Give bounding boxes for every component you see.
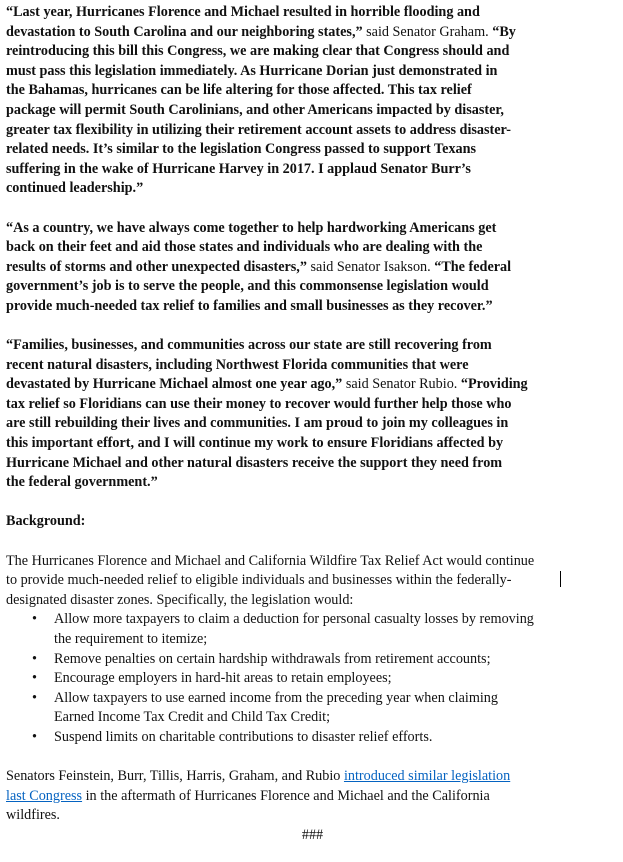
text-line bbox=[6, 336, 619, 356]
provisions-list bbox=[6, 610, 619, 747]
text-cursor bbox=[560, 571, 561, 587]
legislation-link[interactable]: introduced similar legislation bbox=[343, 768, 511, 785]
list-item-line bbox=[6, 610, 619, 630]
text-run: provide much-needed tax relief to families and small businesses as they recover.” bbox=[6, 297, 493, 314]
text-line bbox=[6, 42, 619, 62]
list-item-line bbox=[6, 630, 619, 650]
text-line bbox=[6, 81, 619, 101]
text-run: “The federal bbox=[434, 258, 512, 275]
text-line bbox=[6, 62, 619, 82]
text-run: Senators Feinstein, Burr, Tillis, Harris, Graham, and Rubio bbox=[6, 768, 344, 785]
list-item-text: the requirement to itemize; bbox=[54, 631, 208, 647]
text-run: package will permit South Carolinians, and other Americans impacted by disaster, bbox=[6, 101, 504, 118]
text-run: said Senator Isakson. bbox=[306, 258, 435, 275]
list-item-line bbox=[6, 708, 619, 728]
list-item bbox=[6, 669, 619, 689]
text-run: government’s job is to serve the people, and this commonsense legislation would bbox=[6, 278, 489, 295]
list-item-line bbox=[6, 669, 619, 689]
text-run: greater tax flexibility in utilizing their retirement account assets to address disaster- bbox=[6, 121, 512, 138]
list-item-text: Suspend limits on charitable contributions to disaster relief efforts. bbox=[54, 728, 433, 745]
bullet-icon: • bbox=[32, 689, 37, 706]
text-run: “As a country, we have always come together to help hardworking Americans get bbox=[6, 219, 497, 236]
bullet-icon: • bbox=[32, 611, 37, 628]
legislation-link[interactable]: last Congress bbox=[6, 787, 83, 804]
text-run: The Hurricanes Florence and Michael and California Wildfire Tax Relief Act would continue bbox=[6, 552, 535, 569]
list-item bbox=[6, 689, 619, 728]
text-line bbox=[6, 219, 619, 239]
text-run: to provide much-needed relief to eligible individuals and businesses within the federally- bbox=[6, 572, 512, 589]
text-run: wildfires. bbox=[6, 807, 60, 824]
background-heading bbox=[6, 512, 619, 532]
text-run: this important effort, and I will continue my work to ensure Floridians affected by bbox=[6, 435, 504, 452]
text-line bbox=[6, 23, 619, 43]
text-run: “Providing bbox=[460, 376, 528, 393]
text-line bbox=[6, 140, 619, 160]
text-line bbox=[6, 767, 619, 787]
list-item-line bbox=[6, 689, 619, 709]
list-item-text: Allow more taxpayers to claim a deduction for personal casualty losses by removing bbox=[54, 611, 534, 628]
text-run: tax relief so Floridians can use their money to recover would further help those who bbox=[6, 395, 512, 412]
text-line bbox=[6, 454, 619, 474]
text-run: continued leadership.” bbox=[6, 180, 144, 197]
text-run: the federal government.” bbox=[6, 474, 158, 491]
isakson-quote bbox=[6, 219, 619, 317]
text-line bbox=[6, 806, 619, 826]
text-run: back on their feet and aid those states and individuals who are dealing with the bbox=[6, 239, 483, 256]
bullet-icon: • bbox=[32, 650, 37, 667]
blank-line bbox=[6, 493, 619, 513]
text-line bbox=[6, 258, 619, 278]
text-line bbox=[6, 160, 619, 180]
text-line bbox=[6, 121, 619, 141]
text-line bbox=[6, 571, 619, 591]
text-run: designated disaster zones. Specifically, the legislation would: bbox=[6, 591, 354, 608]
list-item bbox=[6, 650, 619, 670]
text-run: “By bbox=[492, 23, 516, 40]
list-item bbox=[6, 610, 619, 649]
text-line bbox=[6, 179, 619, 199]
background-intro bbox=[6, 552, 619, 611]
blank-line bbox=[6, 532, 619, 552]
text-line bbox=[6, 297, 619, 317]
list-item-line bbox=[6, 728, 619, 748]
list-item-text: Allow taxpayers to use earned income from the preceding year when claiming bbox=[54, 689, 498, 706]
end-mark: ### bbox=[301, 826, 324, 843]
text-run: the Bahamas, hurricanes can be life altering for those affected. This tax relief bbox=[6, 82, 472, 99]
graham-quote bbox=[6, 3, 619, 199]
text-line bbox=[6, 277, 619, 297]
text-line bbox=[6, 414, 619, 434]
text-run: said Senator Graham. bbox=[362, 23, 493, 40]
text-run: must pass this legislation immediately. As Hurricane Dorian just demonstrated in bbox=[6, 62, 498, 79]
text-run: devastation to South Carolina and our neighboring states,” bbox=[6, 23, 363, 40]
text-line bbox=[6, 512, 619, 532]
blank-line bbox=[6, 748, 619, 768]
rubio-quote bbox=[6, 336, 619, 493]
text-run: devastated by Hurricane Michael almost one year ago,” bbox=[6, 376, 343, 393]
text-run: reintroducing this bill this Congress, we are making clear that Congress should and bbox=[6, 43, 510, 60]
blank-line bbox=[6, 199, 619, 219]
bullet-icon: • bbox=[32, 670, 37, 687]
text-line bbox=[6, 787, 619, 807]
text-run: suffering in the wake of Hurricane Harvey in 2017. I applaud Senator Burr’s bbox=[6, 160, 471, 177]
list-item bbox=[6, 728, 619, 748]
text-run: Hurricane Michael and other natural disasters receive the support they need from bbox=[6, 454, 503, 471]
text-line bbox=[6, 395, 619, 415]
text-run: Background: bbox=[6, 513, 86, 530]
text-run: results of storms and other unexpected disasters,” bbox=[6, 258, 307, 275]
text-line bbox=[6, 552, 619, 572]
text-line bbox=[6, 375, 619, 395]
bullet-icon: • bbox=[32, 728, 37, 745]
text-run: recent natural disasters, including Northwest Florida communities that were bbox=[6, 356, 469, 373]
blank-line bbox=[6, 317, 619, 337]
text-line bbox=[6, 434, 619, 454]
list-item-line bbox=[6, 650, 619, 670]
list-item-text: Encourage employers in hard-hit areas to retain employees; bbox=[54, 670, 392, 687]
text-line bbox=[6, 473, 619, 493]
list-item-text: Earned Income Tax Credit and Child Tax Credit; bbox=[54, 709, 331, 726]
text-line bbox=[6, 3, 619, 23]
text-run: related needs. It’s similar to the legislation Congress passed to support Texans bbox=[6, 141, 477, 158]
text-run: “Families, businesses, and communities across our state are still recovering from bbox=[6, 337, 492, 354]
text-run: “Last year, Hurricanes Florence and Michael resulted in horrible flooding and bbox=[6, 4, 480, 20]
list-item-text: Remove penalties on certain hardship withdrawals from retirement accounts; bbox=[54, 650, 491, 667]
text-run: are still rebuilding their lives and communities. I am proud to join my colleagues in bbox=[6, 415, 509, 432]
text-line bbox=[6, 101, 619, 121]
text-line bbox=[6, 238, 619, 258]
text-line bbox=[6, 591, 619, 611]
text-run: said Senator Rubio. bbox=[342, 376, 461, 393]
text-line bbox=[6, 356, 619, 376]
text-run: in the aftermath of Hurricanes Florence and Michael and the California bbox=[82, 787, 490, 804]
closing-paragraph bbox=[6, 767, 619, 826]
